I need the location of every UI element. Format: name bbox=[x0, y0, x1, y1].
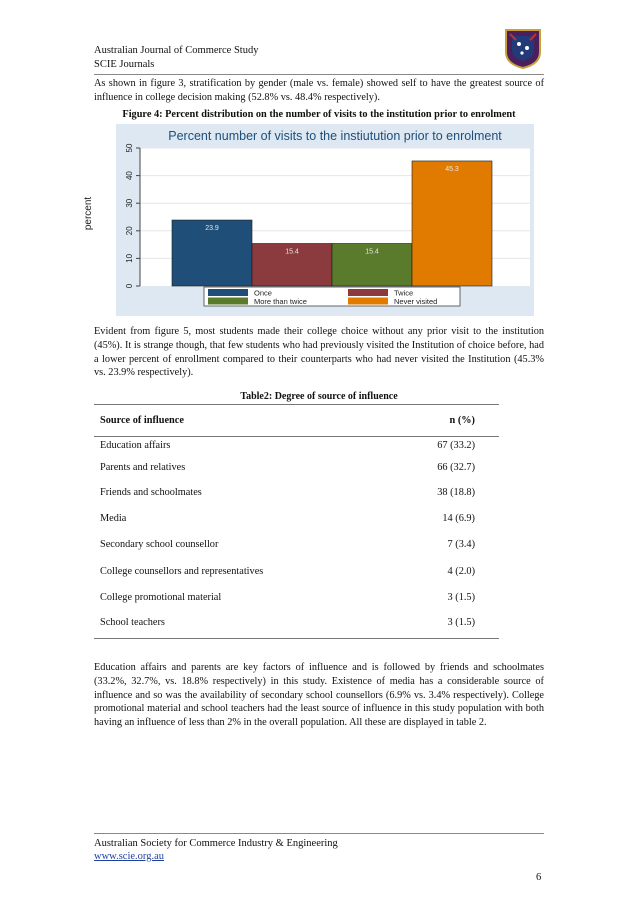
intro-paragraph: As shown in figure 3, stratification by gender (male vs. female) showed self to have the greatest source of influence in college decision making (52.8% vs. 48.4% respectively). bbox=[94, 78, 544, 103]
bar-value-label: 23.9 bbox=[205, 225, 219, 233]
source-cell: Secondary school counsellor bbox=[100, 539, 219, 550]
footer-url-link[interactable]: www.scie.org.au bbox=[94, 851, 164, 862]
journal-title: Australian Journal of Commerce Study bbox=[94, 45, 259, 56]
n-cell: 14 (6.9) bbox=[442, 513, 475, 524]
legend-label: More than twice bbox=[254, 297, 307, 306]
source-cell: Friends and schoolmates bbox=[100, 487, 202, 498]
legend-swatch bbox=[348, 289, 388, 296]
source-cell: Parents and relatives bbox=[100, 462, 186, 473]
bar-never-visited bbox=[412, 161, 492, 286]
table-caption: Table2: Degree of source of influence bbox=[240, 391, 398, 402]
footer-org: Australian Society for Commerce Industry & Engineering bbox=[94, 838, 338, 849]
publisher-name: SCIE Journals bbox=[94, 59, 155, 70]
table-row bbox=[94, 592, 499, 608]
bar-chart bbox=[116, 124, 534, 316]
table-row bbox=[94, 462, 499, 478]
table-row bbox=[94, 513, 499, 529]
table-row bbox=[94, 539, 499, 555]
legend-label: Once bbox=[254, 288, 272, 298]
n-cell: 4 (2.0) bbox=[447, 566, 475, 577]
n-cell: 7 (3.4) bbox=[447, 539, 475, 550]
source-cell: Education affairs bbox=[100, 440, 171, 451]
table-bottom-rule bbox=[94, 638, 499, 639]
chart-title: Percent number of visits to the instiutution prior to enrolment bbox=[168, 129, 502, 143]
y-tick-label: 50 bbox=[125, 143, 134, 153]
bar-value-label: 45.3 bbox=[445, 165, 459, 173]
y-tick-label: 30 bbox=[125, 198, 134, 208]
y-tick-label: 20 bbox=[125, 226, 134, 236]
influence-table bbox=[94, 405, 499, 645]
n-cell: 3 (1.5) bbox=[447, 617, 475, 628]
y-tick-label: 0 bbox=[125, 283, 134, 289]
bar-value-label: 15.4 bbox=[365, 248, 379, 256]
chart-svg bbox=[116, 124, 534, 316]
table-row bbox=[94, 440, 499, 456]
table-row bbox=[94, 566, 499, 582]
n-cell: 66 (32.7) bbox=[437, 462, 475, 473]
page-number: 6 bbox=[536, 872, 542, 883]
n-cell: 38 (18.8) bbox=[437, 487, 475, 498]
paragraph-three: Education affairs and parents are key factors of influence and is followed by friends and schoolmates (33.2%, 32.7%, vs. 18.8% respectively) in this study. Existence of media has a considerable source of influence and so was the availability of secondary school counsellors (6.9% vs. 3.4% respectively). College promotional material and school teachers had the least source of influence in this study population with both having an influence of less than 2% in the overall population. All these are displayed in table 2. bbox=[94, 662, 544, 729]
header-rule bbox=[94, 74, 544, 75]
column-header-source: Source of influence bbox=[100, 415, 184, 426]
legend-label: Never visited bbox=[394, 297, 438, 306]
bar-value-label: 15.4 bbox=[285, 248, 299, 256]
paragraph-two: Evident from figure 5, most students made their college choice without any prior visit to the institution (45%). It is strange though, that few students who had previously visited the Institution of choice before, had a lower percent of enrollment compared to their counterparts who had never visited the Institution (45.3% vs. 23.9% respectively). bbox=[94, 326, 544, 379]
table-row bbox=[94, 617, 499, 633]
y-axis-label: percent bbox=[83, 196, 95, 231]
column-header-n: n (%) bbox=[449, 415, 475, 426]
legend-swatch bbox=[208, 298, 248, 305]
legend-swatch bbox=[208, 289, 248, 296]
legend-swatch bbox=[348, 298, 388, 305]
table-header-row bbox=[94, 415, 499, 431]
figure-caption: Figure 4: Percent distribution on the number of visits to the institution prior to enrolment bbox=[122, 109, 516, 120]
table-header-rule bbox=[94, 436, 499, 437]
journal-logo-icon bbox=[502, 26, 544, 70]
source-cell: Media bbox=[100, 513, 127, 524]
footer-rule bbox=[94, 833, 544, 834]
n-cell: 67 (33.2) bbox=[437, 440, 475, 451]
source-cell: College promotional material bbox=[100, 592, 222, 603]
legend-label: Twice bbox=[394, 288, 414, 298]
table-row bbox=[94, 487, 499, 503]
source-cell: College counsellors and representatives bbox=[100, 566, 264, 577]
source-cell: School teachers bbox=[100, 617, 165, 628]
y-tick-label: 40 bbox=[125, 171, 134, 181]
y-tick-label: 10 bbox=[125, 253, 134, 263]
n-cell: 3 (1.5) bbox=[447, 592, 475, 603]
